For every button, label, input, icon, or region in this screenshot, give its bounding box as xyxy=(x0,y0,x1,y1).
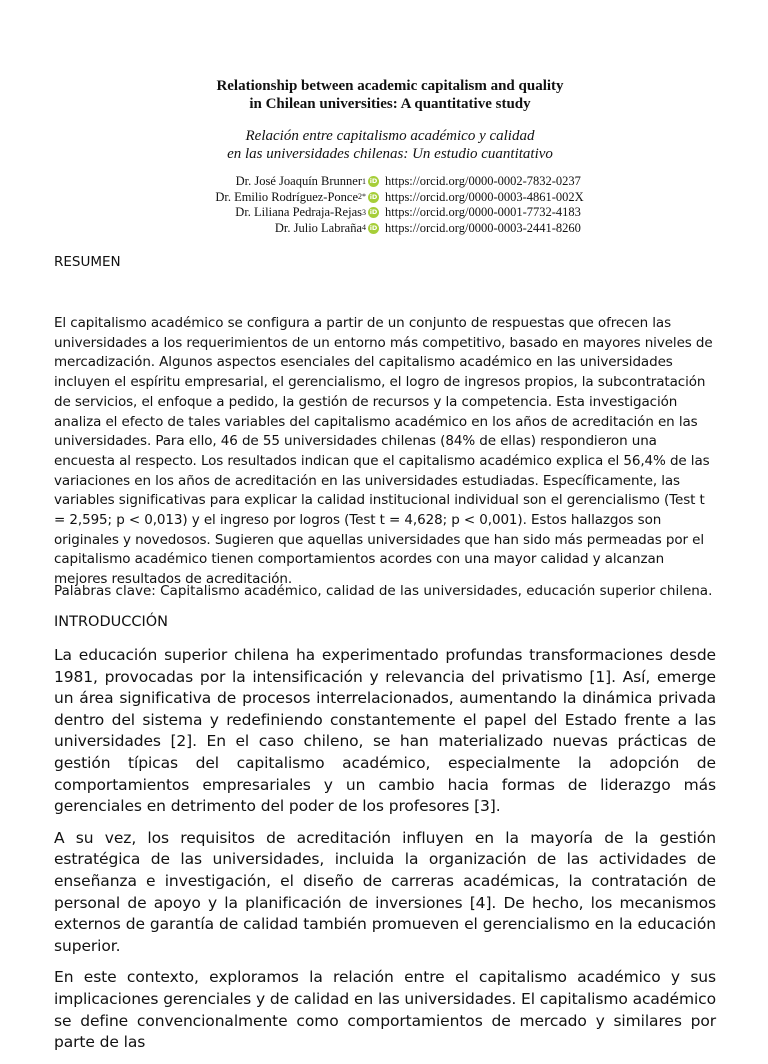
title-block xyxy=(0,77,768,163)
author-row: Dr. Emilio Rodríguez-Ponce 2* iD https://orcid.org/0000-0003-4861-002X xyxy=(190,190,590,206)
title-spanish xyxy=(0,127,768,163)
orcid-link[interactable]: https://orcid.org/0000-0001-7732-4183 xyxy=(385,205,581,219)
title-spanish-line-2: en las universidades chilenas: Un estudio cuantitativo xyxy=(227,146,553,162)
author-name: Dr. Emilio Rodríguez-Ponce xyxy=(215,189,358,204)
paragraph: A su vez, los requisitos de acreditación influyen en la mayoría de la gestión estratégica de las universidades, incluida la organización de las actividades de enseñanza e investigación, el diseño de carreras académicas, la contratación de personal de apoyo y la planificación de inversiones [4]. De hecho, los mecanismos externos de garantía de calidad también promueven el gerencialismo en la educación superior. xyxy=(54,828,716,955)
orcid-link[interactable]: https://orcid.org/0000-0003-4861-002X xyxy=(385,189,584,204)
title-english-line-1: Relationship between academic capitalism and quality xyxy=(216,78,564,94)
abstract-text: El capitalismo académico se configura a partir de un conjunto de respuestas que ofrecen las universidades a los requerimientos de un entorno más competitivo, basado en mayores niveles de mercadización. Algunos aspectos esenciales del capitalismo académico en las universidades incluyen el espíritu empresarial, el gerencialismo, el logro de ingresos propios, la subcontratación de servicios, el enfoque a pedido, la gestión de recursos y la competencia. Esta investigación analiza el efecto de tales variables del capitalismo académico en los años de acreditación en las universidades. Para ello, 46 de 55 universidades chilenas (84% de ellas) respondieron una encuesta al respecto. Los resultados indican que el capitalismo académico explica el 56,4% de las variaciones en los años de acreditación en las universidades estudiadas. Específicamente, las variables significativas para explicar la calidad institucional individual son el gerencialismo (Test t = 2,595; p < 0,013) y el ingreso por logros (Test t = 4,628; p < 0,001). Estos hallazgos son originales y novedosos. Sugieren que aquellas universidades que han sido más permeadas por el capitalismo académico tienen comportamientos acordes con una mayor calidad y alcanzan mejores resultados de acreditación. xyxy=(54,315,713,588)
author-row: Dr. Julio Labraña 4 iD https://orcid.org/0000-0003-2441-8260 xyxy=(190,221,590,237)
author-list xyxy=(190,174,590,236)
author-row: Dr. Liliana Pedraja-Rejas 3 iD https://orcid.org/0000-0001-7732-4183 xyxy=(190,205,590,221)
paragraph: La educación superior chilena ha experimentado profundas transformaciones desde 1981, provocadas por la intensificación y relevancia del privatismo [1]. Así, emerge un área significativa de procesos interrelacionados, aumentando la dinámica privada dentro del sistema y redefiniendo constantemente el papel del Estado frente a las universidades [2]. En el caso chileno, se han materializado nuevas prácticas de gestión típicas del capitalismo académico, especialmente la adopción de comportamientos empresariales y un cambio hacia formas de liderazgo más gerenciales en detrimento del poder de los profesores [3]. xyxy=(54,646,716,816)
introduction-section xyxy=(54,645,716,1064)
title-english-line-2: in Chilean universities: A quantitative study xyxy=(249,96,531,112)
orcid-link[interactable]: https://orcid.org/0000-0003-2441-8260 xyxy=(385,220,581,235)
author-name: Dr. Liliana Pedraja-Rejas xyxy=(235,205,362,219)
author-name: Dr. Julio Labraña xyxy=(274,220,362,235)
orcid-icon[interactable]: iD xyxy=(369,177,378,186)
title-english xyxy=(0,77,768,113)
orcid-icon[interactable]: iD xyxy=(369,223,378,232)
paragraph: En este contexto, exploramos la relación entre el capitalismo académico y sus implicaciones gerenciales y de calidad en las universidades. El capitalismo académico se define convencionalmente como comportamientos de mercado y similares por parte de las xyxy=(54,968,716,1052)
abstract-heading: RESUMEN xyxy=(54,254,121,270)
orcid-icon[interactable]: iD xyxy=(369,192,378,201)
introduction-heading: INTRODUCCIÓN xyxy=(54,614,169,630)
orcid-link[interactable]: https://orcid.org/0000-0002-7832-0237 xyxy=(385,174,581,188)
keywords: Palabras clave: Capitalismo académico, calidad de las universidades, educación superior chilena. xyxy=(54,583,713,599)
orcid-icon[interactable]: iD xyxy=(369,208,378,217)
author-name: Dr. José Joaquín Brunner xyxy=(235,174,362,188)
author-row: Dr. José Joaquín Brunner 1 iD https://orcid.org/0000-0002-7832-0237 xyxy=(190,174,590,190)
title-spanish-line-1: Relación entre capitalismo académico y calidad xyxy=(245,128,535,144)
